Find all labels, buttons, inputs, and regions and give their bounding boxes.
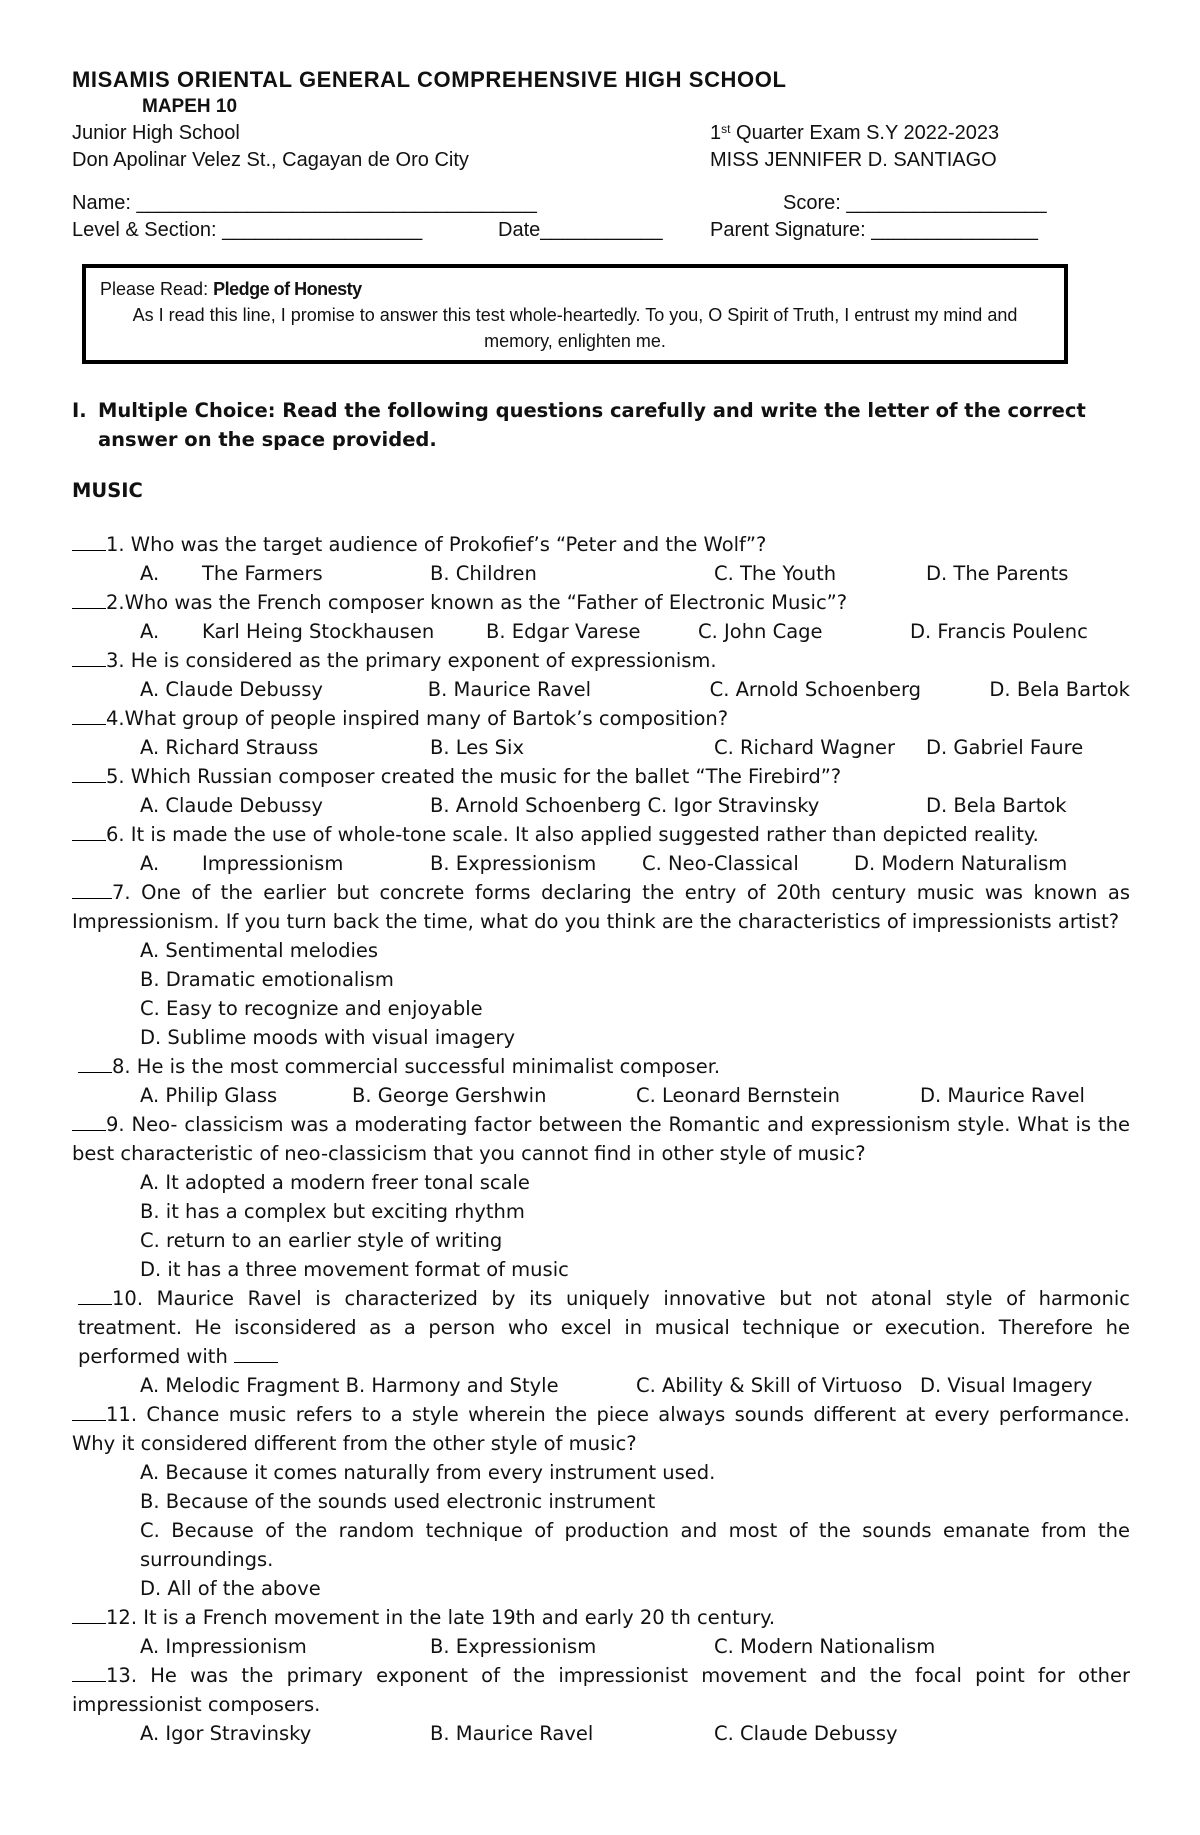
answer-blank[interactable] <box>72 764 106 783</box>
options-7 <box>72 936 1130 1052</box>
part-number: I. <box>72 399 87 422</box>
date-field[interactable]: Date___________ <box>498 219 663 241</box>
question-5: 5. Which Russian composer created the music for the ballet “The Firebird”? <box>72 762 1130 791</box>
answer-blank[interactable] <box>72 880 112 899</box>
option-a-letter: A. <box>140 562 160 585</box>
parent-signature-field[interactable]: Parent Signature: _______________ <box>710 219 1039 241</box>
option-a: A. Because it comes naturally from every instrument used. <box>140 1461 716 1484</box>
option-c: C. Claude Debussy <box>714 1722 898 1745</box>
school-address: Don Apolinar Velez St., Cagayan de Oro City <box>72 149 469 171</box>
school-name: MISAMIS ORIENTAL GENERAL COMPREHENSIVE HIGH SCHOOL <box>72 67 787 92</box>
instructions <box>72 396 1130 454</box>
answer-blank[interactable] <box>72 1663 106 1682</box>
option-c: C. Because of the random technique of production and most of the sounds emanate from the surroundings. <box>140 1519 1130 1571</box>
option-b: B. Expressionism <box>430 1635 597 1658</box>
option-c: C. The Youth <box>714 562 837 585</box>
instructions-text: Multiple Choice: Read the following questions carefully and write the letter of the correct answer on the space provided. <box>98 399 1086 451</box>
option-d: D. Maurice Ravel <box>920 1084 1085 1107</box>
question-8: 8. He is the most commercial successful minimalist composer. <box>72 1052 1130 1081</box>
option-b: B. Les Six <box>430 736 524 759</box>
options-10 <box>72 1371 1130 1400</box>
answer-blank[interactable] <box>78 1286 112 1305</box>
answer-blank[interactable] <box>72 532 106 551</box>
option-a: A. Igor Stravinsky <box>140 1722 312 1745</box>
option-a-b: A. Melodic Fragment B. Harmony and Style <box>140 1374 559 1397</box>
options-11 <box>72 1458 1130 1603</box>
options-5 <box>72 791 1130 820</box>
exam-term: 1st Quarter Exam S.Y 2022-2023 <box>710 122 1000 144</box>
question-3: 3. He is considered as the primary exponent of expressionism. <box>72 646 1130 675</box>
option-b: B. it has a complex but exciting rhythm <box>140 1200 525 1223</box>
option-d: D. The Parents <box>926 562 1069 585</box>
question-9: 9. Neo- classicism was a moderating factor between the Romantic and expressionism style. What is the best characteristic of neo-classicism that you cannot find in other style of music? <box>72 1113 1130 1165</box>
option-a: Impressionism <box>202 852 344 875</box>
question-11: 11. Chance music refers to a style wherein the piece always sounds different at every performance. Why it considered different from the other style of music? <box>72 1403 1130 1455</box>
question-list <box>72 530 1130 1748</box>
pledge-heading: Please Read: Pledge of Honesty <box>100 279 362 299</box>
student-fields <box>72 190 1130 244</box>
option-a: The Farmers <box>202 562 323 585</box>
question-1: 1. Who was the target audience of Prokofief’s “Peter and the Wolf”? <box>72 530 1130 559</box>
option-d: D. Bela Bartok <box>926 794 1067 817</box>
header-row-1 <box>72 120 1130 147</box>
question-6: 6. It is made the use of whole-tone scale. It also applied suggested rather than depicted reality. <box>72 820 1130 849</box>
options-4 <box>72 733 1130 762</box>
option-b-c: B. Arnold Schoenberg C. Igor Stravinsky <box>430 794 820 817</box>
option-d: D. Visual Imagery <box>920 1374 1093 1397</box>
options-6 <box>72 849 1130 878</box>
options-9 <box>72 1168 1130 1284</box>
option-c: C. Arnold Schoenberg <box>709 678 922 701</box>
fill-in-blank[interactable] <box>234 1344 278 1363</box>
school-level: Junior High School <box>72 122 240 144</box>
option-a-letter: A. <box>140 620 160 643</box>
option-d: D. Francis Poulenc <box>910 620 1088 643</box>
question-2: 2.Who was the French composer known as the “Father of Electronic Music”? <box>72 588 1130 617</box>
answer-blank[interactable] <box>72 1112 106 1131</box>
option-b: B. Dramatic emotionalism <box>140 968 394 991</box>
question-13: 13. He was the primary exponent of the impressionist movement and the focal point for other impressionist composers. <box>72 1664 1130 1716</box>
option-a: A. Philip Glass <box>140 1084 278 1107</box>
option-b: B. Maurice Ravel <box>427 678 592 701</box>
option-c: C. Richard Wagner <box>714 736 895 759</box>
options-3 <box>72 675 1130 704</box>
question-10: 10. Maurice Ravel is characterized by its uniquely innovative but not atonal style of harmonic treatment. He isconsidered as a person who excel in musical technique or execution. Therefore he performed with <box>78 1287 1130 1368</box>
exam-page <box>72 66 1130 1748</box>
question-7: 7. One of the earlier but concrete forms declaring the entry of 20th century music was known as Impressionism. If you turn back the time, what do you think are the characteristics of impressionists artist? <box>72 881 1130 933</box>
option-c: C. Ability & Skill of Virtuoso <box>636 1374 903 1397</box>
name-field[interactable]: Name: ____________________________________ <box>72 192 537 214</box>
options-1 <box>72 559 1130 588</box>
option-c: C. Modern Nationalism <box>714 1635 936 1658</box>
pledge-box <box>82 264 1068 364</box>
option-b: B. Edgar Varese <box>486 620 641 643</box>
header-row-2 <box>72 147 1130 174</box>
option-b: B. Because of the sounds used electronic instrument <box>140 1490 656 1513</box>
option-a: A. Impressionism <box>140 1635 307 1658</box>
option-c: C. Easy to recognize and enjoyable <box>140 997 483 1020</box>
score-field[interactable]: Score: __________________ <box>783 192 1047 214</box>
option-d: D. Gabriel Faure <box>926 736 1084 759</box>
option-a: A. It adopted a modern freer tonal scale <box>140 1171 530 1194</box>
question-12: 12. It is a French movement in the late 19th and early 20 th century. <box>72 1603 1130 1632</box>
option-a-letter: A. <box>140 852 160 875</box>
options-8 <box>72 1081 1130 1110</box>
pledge-title: Pledge of Honesty <box>213 279 362 299</box>
pledge-text: As I read this line, I promise to answer this test whole-heartedly. To you, O Spirit of Truth, I entrust my mind and memory, enlighten me. <box>132 305 1018 351</box>
level-section-field[interactable]: Level & Section: __________________ <box>72 219 423 241</box>
option-c: C. Neo-Classical <box>642 852 799 875</box>
options-2 <box>72 617 1130 646</box>
answer-blank[interactable] <box>72 590 106 609</box>
options-12 <box>72 1632 1130 1661</box>
answer-blank[interactable] <box>72 706 106 725</box>
options-13 <box>72 1719 1130 1748</box>
option-a: A. Richard Strauss <box>140 736 319 759</box>
answer-blank[interactable] <box>72 648 106 667</box>
option-d: D. Sublime moods with visual imagery <box>140 1026 516 1049</box>
option-c: C. Leonard Bernstein <box>636 1084 841 1107</box>
answer-blank[interactable] <box>72 1605 106 1624</box>
option-a: A. Sentimental melodies <box>140 939 379 962</box>
answer-blank[interactable] <box>72 1402 106 1421</box>
teacher-name: MISS JENNIFER D. SANTIAGO <box>710 149 997 171</box>
option-d: D. All of the above <box>140 1577 321 1600</box>
option-b: B. Expressionism <box>430 852 597 875</box>
option-d: D. Bela Bartok <box>989 678 1130 701</box>
option-c: C. return to an earlier style of writing <box>140 1229 503 1252</box>
option-b: B. Maurice Ravel <box>430 1722 594 1745</box>
question-4: 4.What group of people inspired many of Bartok’s composition? <box>72 704 1130 733</box>
answer-blank[interactable] <box>78 1054 112 1073</box>
option-a: A. Claude Debussy <box>140 678 323 701</box>
option-b: B. George Gershwin <box>352 1084 547 1107</box>
option-a: Karl Heing Stockhausen <box>202 620 435 643</box>
option-b: B. Children <box>430 562 537 585</box>
section-title: MUSIC <box>72 479 143 502</box>
option-a: A. Claude Debussy <box>140 794 323 817</box>
option-d: D. it has a three movement format of music <box>140 1258 569 1281</box>
option-c: C. John Cage <box>698 620 823 643</box>
subject-title: MAPEH 10 <box>142 96 238 117</box>
answer-blank[interactable] <box>72 822 106 841</box>
exam-header <box>72 66 1130 174</box>
option-d: D. Modern Naturalism <box>854 852 1068 875</box>
